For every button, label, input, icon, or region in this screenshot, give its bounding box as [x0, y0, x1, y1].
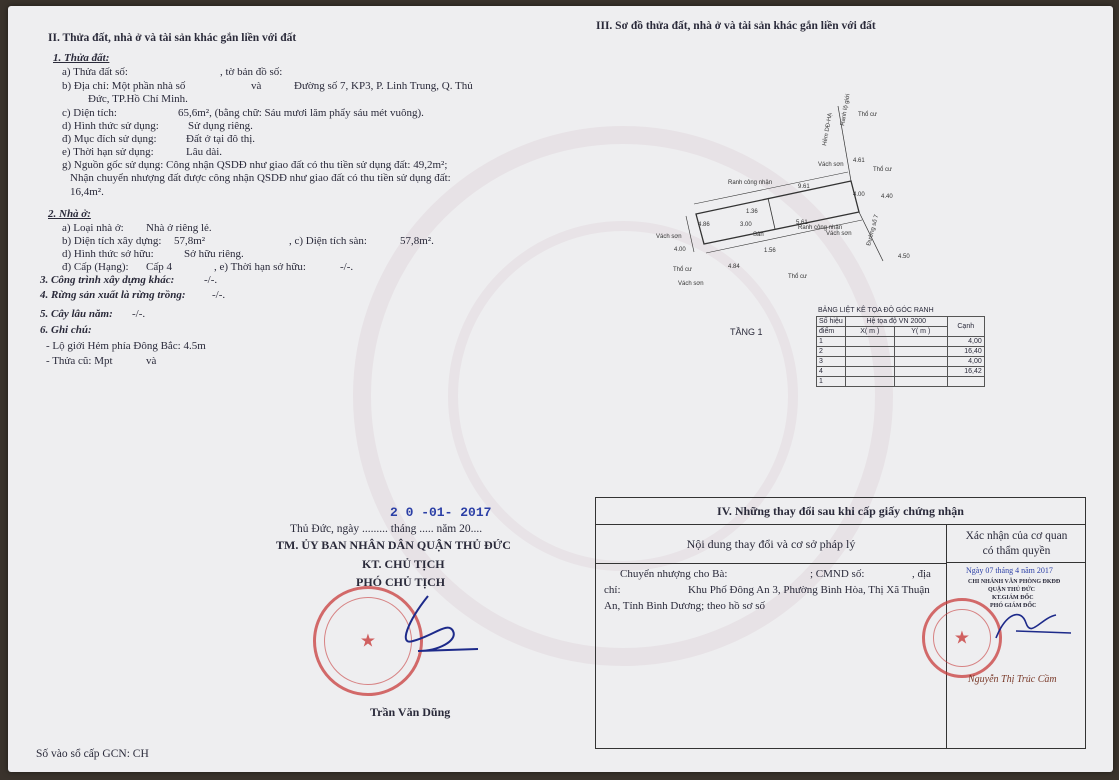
official-seal-right: ★ — [922, 598, 1002, 678]
dim-400-right: 4.00 — [853, 192, 865, 198]
label-san: Sân — [753, 232, 764, 238]
ownership-term-value: -/-. — [340, 261, 354, 273]
label-vach-son-bottom: Vách sơn — [678, 281, 704, 286]
changes-col-confirm — [947, 525, 1086, 563]
grade-label: đ) Cấp (Hạng): — [62, 261, 129, 273]
change-line2b: Khu Phố Đông An 3, Phường Bình Hòa, Thị Xã Thuận — [688, 584, 930, 596]
official-seal-left: ★ — [313, 586, 423, 696]
branch-line2: QUẬN THỦ ĐỨC — [988, 587, 1036, 593]
house-heading: 2. Nhà ở: — [48, 208, 91, 220]
change-line3: An, Tỉnh Bình Dương; theo hồ sơ số — [604, 600, 766, 612]
coord-point-id: 1 — [817, 377, 846, 387]
coord-y — [894, 377, 947, 387]
branch-line1: CHI NHÁNH VĂN PHÒNG ĐKĐĐ — [968, 579, 1061, 585]
coord-y — [894, 347, 947, 357]
plot-diagram — [648, 86, 928, 286]
vice-title: PHÓ CHỦ TỊCH — [356, 575, 446, 589]
label-ranh-lo-gioi: Ranh lộ giới — [840, 93, 852, 127]
dim-486: 4.86 — [698, 222, 710, 228]
label-hem: Hẻm DĐ-HẠ — [822, 112, 834, 147]
area-value: 65,6m², (bằng chữ: Sáu mươi lăm phẩy sáu mét vuông). — [178, 107, 424, 119]
issue-date-line: Thủ Đức, ngày ......... tháng ..... năm 20.... — [290, 523, 483, 535]
ownership-term-label: , e) Thời hạn sở hữu: — [214, 261, 306, 273]
coord-row — [817, 357, 985, 367]
note-old-plot-and: và — [146, 355, 157, 367]
address-label: b) Địa chỉ: Một phần nhà số — [62, 80, 186, 92]
h-canh: Cạnh — [947, 317, 984, 337]
section2-title: II. Thửa đất, nhà ở và tài sản khác gắn liền với đất — [48, 32, 297, 44]
issue-date-stamp: 2 0 -01- 2017 — [390, 505, 492, 520]
usage-form-value: Sử dụng riêng. — [188, 120, 253, 132]
origin-line3: 16,4m². — [70, 186, 104, 198]
house-type-label: a) Loại nhà ở: — [62, 222, 124, 234]
label-vach-son-left: Vách sơn — [656, 234, 682, 240]
dim-400-left: 4.00 — [674, 247, 686, 253]
area-label: c) Diện tích: — [62, 107, 117, 119]
coord-table — [816, 316, 985, 387]
signer-name: Trần Văn Dũng — [370, 705, 451, 719]
dim-450: 4.50 — [898, 254, 910, 260]
coord-y — [894, 367, 947, 377]
perennial-label: 5. Cây lâu năm: — [40, 308, 113, 320]
confirm-signer: Nguyễn Thị Trúc Cầm — [968, 674, 1057, 685]
dim-440: 4.40 — [881, 194, 893, 200]
change-line1b: ; CMND số: — [810, 568, 865, 580]
build-area-value: 57,8m² — [174, 235, 206, 247]
other-works-label: 3. Công trình xây dựng khác: — [40, 274, 175, 286]
coord-x — [845, 377, 894, 387]
usage-purpose-label: đ) Mục đích sử dụng: — [62, 133, 157, 145]
coord-point-id: 4 — [817, 367, 846, 377]
label-vach-son-top: Vách sơn — [818, 162, 844, 168]
perennial-value: -/-. — [132, 308, 146, 320]
dim-484: 4.84 — [728, 264, 740, 270]
changes-col-content: Nội dung thay đổi và cơ sở pháp lý — [596, 525, 947, 564]
coord-row — [817, 377, 985, 387]
address-and: và — [251, 80, 262, 92]
coord-point-id: 2 — [817, 347, 846, 357]
changes-table — [595, 497, 1086, 749]
vice-title-kt: KT. CHỦ TỊCH — [362, 557, 445, 571]
signature-left — [378, 591, 488, 661]
h-he: Hệ tọa độ VN 2000 — [845, 317, 947, 327]
confirm-line1: Xác nhận của cơ quan — [965, 530, 1068, 542]
label-tho-cu-top: Thổ cư — [858, 112, 878, 118]
label-vach-son-right: Vách sơn — [826, 231, 852, 237]
branch-line3: KT.GIÁM ĐỐC — [992, 595, 1034, 601]
coord-table-title: BẢNG LIỆT KÊ TỌA ĐỘ GÓC RANH — [818, 307, 934, 314]
dim-300: 3.00 — [740, 222, 752, 228]
coord-row — [817, 347, 985, 357]
label-tho-cu-bottom: Thổ cư — [788, 274, 808, 280]
floor-label: TẦNG 1 — [730, 327, 763, 337]
label-tho-cu-left: Thổ cư — [673, 267, 693, 273]
floor-area-value: 57,8m². — [400, 235, 434, 247]
coord-x — [845, 357, 894, 367]
register-number: Số vào sổ cấp GCN: CH — [36, 748, 149, 760]
label-ranh-top: Ranh công nhận — [728, 180, 773, 186]
label-duong: Đường số 7 — [866, 214, 881, 247]
h-y: Y( m ) — [894, 327, 947, 337]
dim-461: 4.61 — [853, 158, 865, 164]
coord-x — [845, 347, 894, 357]
note-old-plot: - Thửa cũ: Mpt — [46, 355, 113, 367]
plot-number-label: a) Thửa đất số: — [62, 66, 128, 78]
dim-961: 9.61 — [798, 184, 810, 190]
h-x: X( m ) — [845, 327, 894, 337]
address-city: Đức, TP.Hồ Chí Minh. — [88, 93, 188, 105]
ownership-value: Sở hữu riêng. — [184, 248, 244, 260]
usage-term-value: Lâu dài. — [186, 146, 223, 158]
forest-label: 4. Rừng sản xuất là rừng trồng: — [40, 289, 186, 301]
map-sheet-label: , tờ bản đồ số: — [220, 66, 283, 78]
address-street: Đường số 7, KP3, P. Linh Trung, Q. Thủ — [294, 80, 473, 92]
label-tho-cu-right: Thổ cư — [873, 167, 893, 173]
floor-area-label: , c) Diện tích sàn: — [289, 235, 367, 247]
confirm-line2: có thẩm quyền — [982, 545, 1051, 557]
grade-value: Cấp 4 — [146, 261, 172, 273]
coord-point-id: 3 — [817, 357, 846, 367]
section4-title: IV. Những thay đổi sau khi cấp giấy chứng nhận — [596, 498, 1085, 525]
section3-title: III. Sơ đồ thửa đất, nhà ở và tài sản khác gắn liền với đất — [596, 20, 876, 32]
land-plot-heading: 1. Thửa đất: — [53, 52, 110, 64]
dim-561: 5.61 — [796, 220, 808, 226]
change-line2: chỉ: — [604, 584, 621, 596]
coord-edge: 16,40 — [947, 347, 984, 357]
coord-x — [845, 367, 894, 377]
dim-156: 1.56 — [764, 248, 776, 254]
coord-x — [845, 337, 894, 347]
coord-y — [894, 337, 947, 347]
label-ranh-bottom: Ranh công nhận — [798, 225, 843, 231]
forest-value: -/-. — [212, 289, 226, 301]
issuing-org: TM. ỦY BAN NHÂN DÂN QUẬN THỦ ĐỨC — [276, 538, 511, 552]
origin-line1: g) Nguồn gốc sử dụng: Công nhận QSDĐ như giao đất có thu tiền sử dụng đất: 49,2m²; — [62, 159, 448, 171]
build-area-label: b) Diện tích xây dựng: — [62, 235, 162, 247]
coord-edge: 4,00 — [947, 337, 984, 347]
note-road: - Lộ giới Hẻm phía Đông Bắc: 4.5m — [46, 340, 206, 352]
change-line1: Chuyển nhượng cho Bà: — [620, 568, 728, 580]
h-diem: điểm — [817, 327, 846, 337]
coord-row — [817, 337, 985, 347]
coord-edge — [947, 377, 984, 387]
h-so-hieu: Số hiệu — [817, 317, 846, 327]
signature-right — [986, 603, 1076, 648]
confirm-date: Ngày 07 tháng 4 năm 2017 — [966, 566, 1053, 575]
origin-line2: Nhận chuyển nhượng đất được công nhận QSDĐ như giao đất có thu tiền sử dụng đất: — [70, 172, 451, 184]
ownership-label: d) Hình thức sở hữu: — [62, 248, 154, 260]
coord-edge: 4,00 — [947, 357, 984, 367]
usage-term-label: e) Thời hạn sử dụng: — [62, 146, 154, 158]
change-line1c: , địa — [912, 568, 931, 580]
coord-row — [817, 367, 985, 377]
branch-line4: PHÓ GIÁM ĐỐC — [990, 603, 1037, 609]
coord-point-id: 1 — [817, 337, 846, 347]
usage-purpose-value: Đất ở tại đô thị. — [186, 133, 256, 145]
coord-edge: 16,42 — [947, 367, 984, 377]
dim-136: 1.36 — [746, 209, 758, 215]
usage-form-label: d) Hình thức sử dụng: — [62, 120, 159, 132]
notes-label: 6. Ghi chú: — [40, 324, 92, 336]
certificate-page — [8, 6, 1113, 772]
house-type-value: Nhà ở riêng lẻ. — [146, 222, 212, 234]
other-works-value: -/-. — [204, 274, 218, 286]
coord-y — [894, 357, 947, 367]
